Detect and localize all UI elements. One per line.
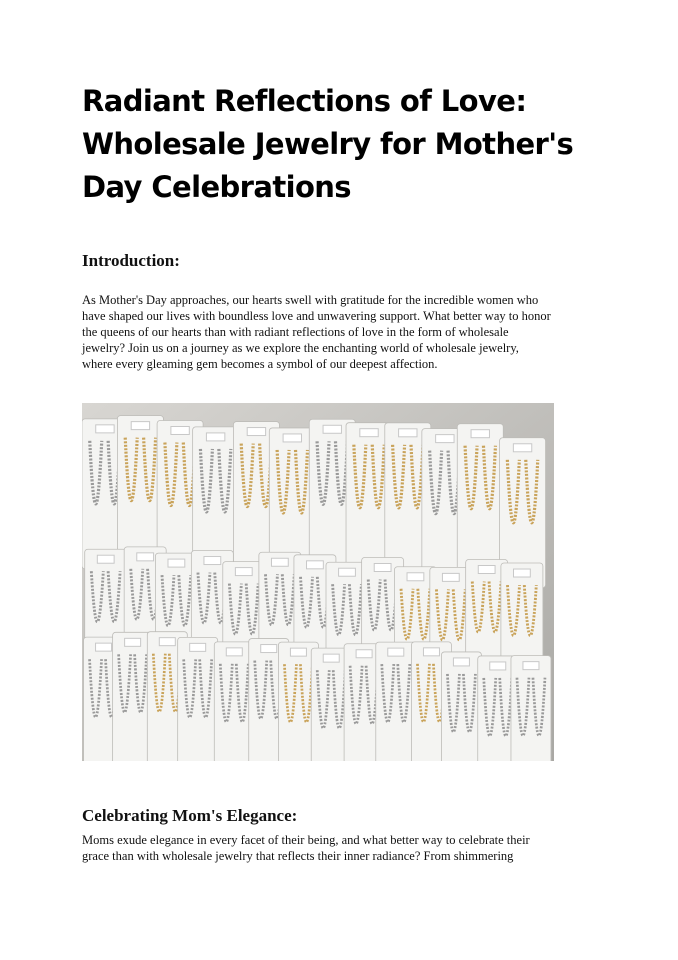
- intro-paragraph: [82, 292, 602, 372]
- price-tag: [523, 662, 539, 670]
- price-tag: [423, 648, 439, 656]
- intro-line: As Mother's Day approaches, our hearts swell with gratitude for the incredible women who: [82, 293, 539, 307]
- price-tag: [323, 425, 341, 433]
- price-tag: [247, 428, 265, 436]
- price-tag: [206, 433, 224, 441]
- price-tag: [356, 650, 372, 658]
- jewelry-card: [113, 632, 153, 761]
- page-title: [82, 80, 622, 209]
- price-tag: [442, 573, 459, 581]
- price-tag: [204, 557, 221, 565]
- intro-line: the queens of our hearts than with radiant reflections of love in the form of wholesale: [82, 325, 509, 339]
- price-tag: [323, 654, 339, 662]
- jewelry-card: [441, 652, 481, 761]
- title-line: Day Celebrations: [82, 170, 351, 204]
- jewelry-card: [511, 656, 551, 761]
- price-tag: [399, 429, 417, 437]
- price-tag: [125, 638, 141, 646]
- price-tag: [168, 559, 185, 567]
- price-tag: [96, 425, 114, 433]
- intro-line: where every gleaming gem becomes a symbol of our deepest affection.: [82, 357, 438, 371]
- title-line: Radiant Reflections of Love:: [82, 84, 527, 118]
- price-tag: [407, 573, 424, 581]
- price-tag: [290, 648, 306, 656]
- price-tag: [339, 568, 356, 576]
- jewelry-card: [178, 637, 218, 761]
- price-tag: [271, 558, 288, 566]
- price-tag: [513, 444, 531, 452]
- price-tag: [137, 553, 154, 561]
- price-tag: [131, 422, 149, 430]
- price-tag: [388, 648, 404, 656]
- price-tag: [159, 638, 175, 646]
- price-tag: [453, 658, 469, 666]
- price-tag: [283, 434, 301, 442]
- section2-heading: Celebrating Mom's Elegance:: [82, 806, 298, 825]
- price-tag: [307, 561, 324, 569]
- price-tag: [235, 568, 252, 576]
- title-line: Wholesale Jewelry for Mother's: [82, 127, 574, 161]
- jewelry-card: [214, 642, 254, 761]
- section2-line: grace than with wholesale jewelry that reflects their inner radiance? From shimmering: [82, 849, 514, 863]
- price-tag: [226, 648, 242, 656]
- intro-heading: Introduction:: [82, 251, 180, 270]
- jewelry-card: [376, 642, 416, 761]
- price-tag: [490, 662, 506, 670]
- intro-line: have shaped our lives with boundless love and unwavering support. What better way to honor: [82, 309, 551, 323]
- price-tag: [190, 643, 206, 651]
- price-tag: [360, 429, 378, 437]
- section2-line: Moms exude elegance in every facet of their being, and what better way to celebrate their: [82, 833, 530, 847]
- intro-line: jewelry? Join us on a journey as we explore the enchanting world of wholesale jewelry,: [82, 341, 519, 355]
- price-tag: [96, 643, 112, 651]
- price-tag: [374, 564, 391, 572]
- price-tag: [513, 569, 530, 577]
- price-tag: [171, 426, 189, 434]
- price-tag: [97, 555, 114, 563]
- jewelry-display-photo: [82, 403, 554, 761]
- price-tag: [478, 566, 495, 574]
- price-tag: [436, 435, 454, 443]
- price-tag: [471, 430, 489, 438]
- section2-paragraph: [82, 832, 602, 864]
- price-tag: [261, 645, 277, 653]
